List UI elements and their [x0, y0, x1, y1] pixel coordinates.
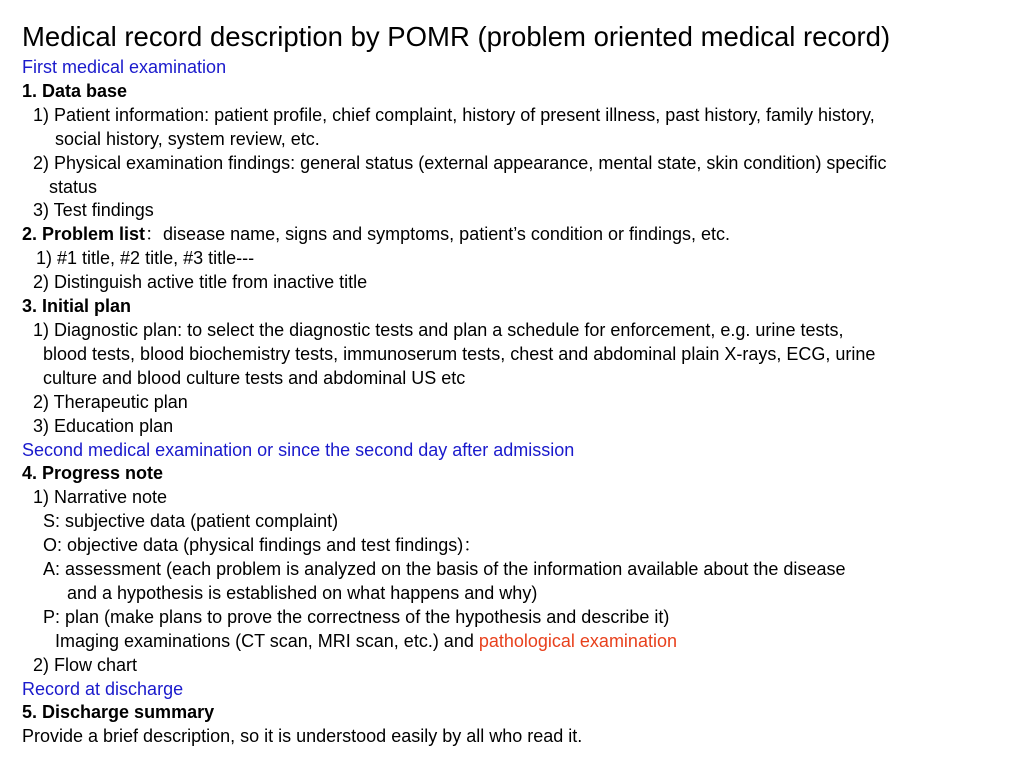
progress-note-item-1: 1) Narrative note: [33, 487, 168, 508]
progress-note-a: A: assessment (each problem is analyzed on the basis of the information available about the disease: [43, 559, 846, 580]
discharge-record-heading: Record at discharge: [22, 678, 184, 699]
initial-plan-item-3: 3) Education plan: [33, 415, 174, 436]
initial-plan-item-2: 2) Therapeutic plan: [33, 391, 188, 412]
problem-list-item-1: 1) #1 title, #2 title, #3 title---: [36, 248, 255, 269]
progress-note-imaging: Imaging examinations (CT scan, MRI scan, etc.) and: [55, 630, 479, 651]
data-base-item-3: 3) Test findings: [33, 200, 154, 221]
initial-plan-item-1-cont-1: blood tests, blood biochemistry tests, immunoserum tests, chest and abdominal plain X-rays, ECG, urine: [43, 343, 876, 364]
second-exam-heading: Second medical examination or since the second day after admission: [22, 439, 575, 460]
progress-note-imaging-line: [22, 630, 1012, 654]
discharge-summary-text: Provide a brief description, so it is understood easily by all who read it.: [22, 726, 583, 747]
data-base-item-1-cont: social history, system review, etc.: [55, 128, 320, 149]
data-base-heading: 1. Data base: [22, 80, 128, 101]
progress-note-item-2: 2) Flow chart: [33, 654, 138, 675]
discharge-summary-heading: 5. Discharge summary: [22, 702, 215, 723]
progress-note-a-cont: and a hypothesis is established on what happens and why): [67, 582, 538, 603]
slide-title: Medical record description by POMR (problem oriented medical record): [22, 21, 891, 52]
data-base-item-2-cont: status: [49, 176, 98, 197]
progress-note-s: S: subjective data (patient complaint): [43, 511, 339, 532]
first-exam-heading: First medical examination: [22, 57, 227, 77]
data-base-item-1: 1) Patient information: patient profile, chief complaint, history of present illness, past history, family history,: [33, 104, 875, 125]
data-base-item-2: 2) Physical examination findings: general status (external appearance, mental state, skin condition) specific: [33, 152, 887, 173]
progress-note-heading: 4. Progress note: [22, 463, 164, 484]
progress-note-p: P: plan (make plans to prove the correctness of the hypothesis and describe it): [43, 606, 670, 627]
initial-plan-item-1: 1) Diagnostic plan: to select the diagnostic tests and plan a schedule for enforcement, e.g. urine tests,: [33, 319, 844, 340]
problem-list-heading: 2. Problem list: [22, 224, 146, 245]
progress-note-o: O: objective data (physical findings and test findings)：: [43, 535, 482, 556]
initial-plan-item-1-cont-2: culture and blood culture tests and abdominal US etc: [43, 367, 466, 388]
problem-list-item-2: 2) Distinguish active title from inactive title: [33, 272, 368, 293]
initial-plan-heading: 3. Initial plan: [22, 296, 132, 317]
problem-list-heading-line: [22, 223, 1012, 247]
pathological-examination-text: pathological examination: [478, 630, 677, 651]
problem-list-description: ：disease name, signs and symptoms, patient’s condition or findings, etc.: [145, 224, 731, 245]
slide: [22, 18, 1012, 749]
